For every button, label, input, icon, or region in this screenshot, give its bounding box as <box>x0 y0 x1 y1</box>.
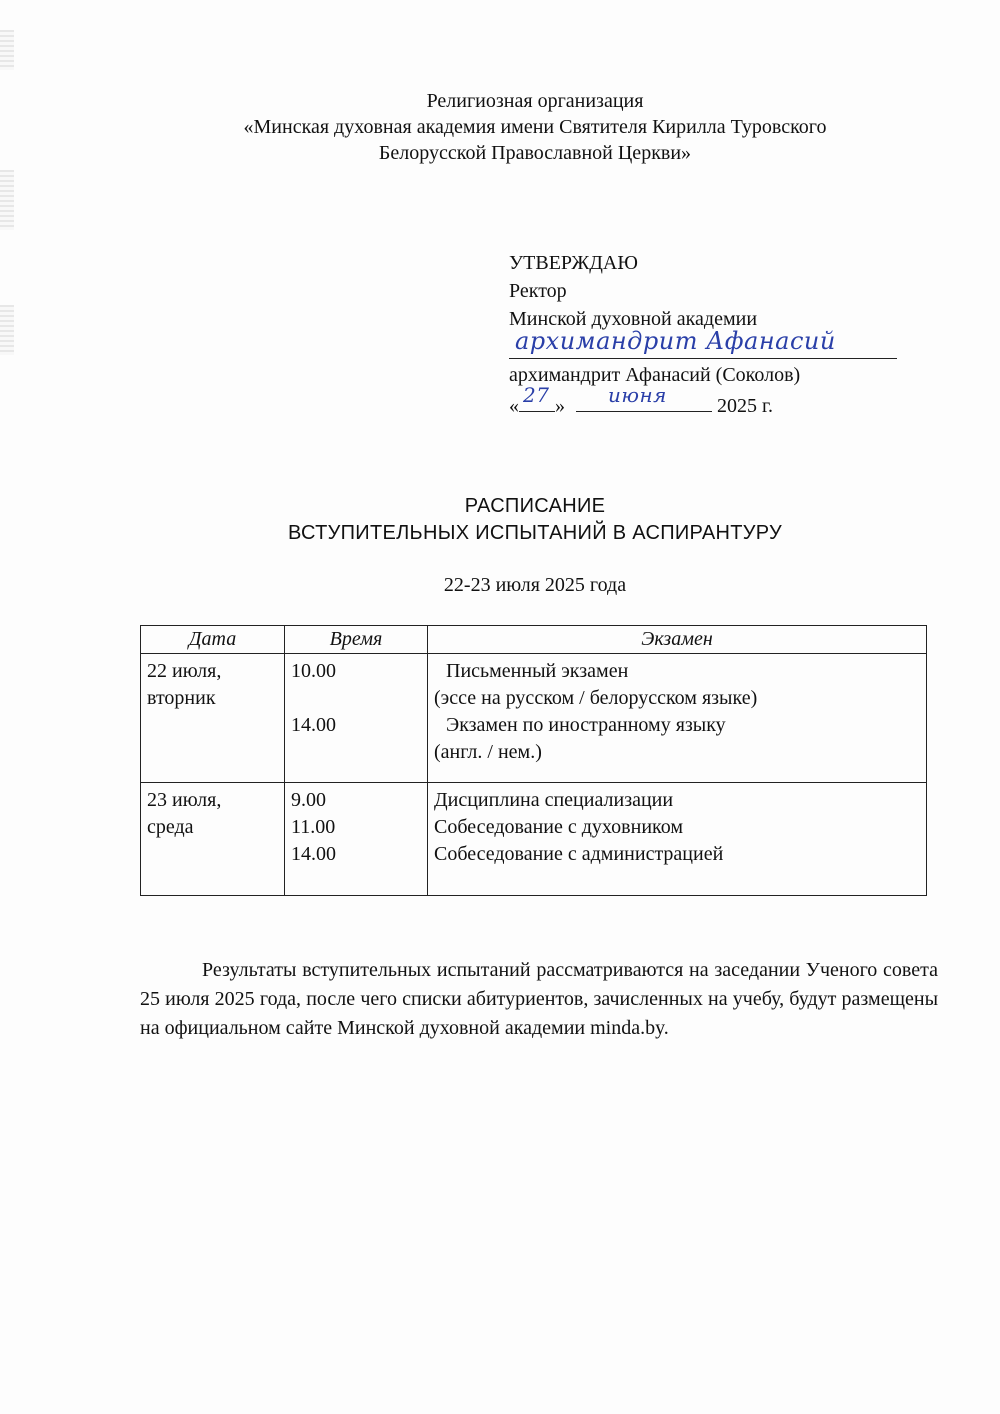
header-line: Белорусской Православной Церкви» <box>378 142 692 164</box>
approve-label: УТВЕРЖДАЮ <box>509 252 638 274</box>
exam-text: Собеседование с администрацией <box>434 843 724 865</box>
header-line: «Минская духовная академия имени Святителя Кирилла Туровского <box>243 116 827 138</box>
time-cell <box>285 783 428 896</box>
time-text: 11.00 <box>291 816 336 838</box>
time-text: 14.00 <box>291 843 336 865</box>
header-line: Религиозная организация <box>426 90 644 112</box>
exam-text: Дисциплина специализации <box>434 789 674 811</box>
quote-open: « <box>509 395 519 417</box>
results-paragraph: Результаты вступительных испытаний рассматриваются на заседании Ученого совета 25 июля 2025 года, после чего списки абитуриентов, зачисленных на учебу, будут размещены на официальном сайте Минской духовной академии minda.by. <box>140 959 938 1039</box>
exam-text: Собеседование с духовником <box>434 816 683 838</box>
exam-text: Письменный экзамен <box>446 660 629 682</box>
table-row <box>141 654 927 783</box>
time-cell <box>285 654 428 783</box>
quote-close: » <box>555 395 565 417</box>
exam-cell <box>428 783 927 896</box>
scan-artifact <box>0 170 14 230</box>
approval-block <box>509 249 909 420</box>
date-text: 23 июля, <box>147 789 222 811</box>
handwritten-month: июня <box>608 383 667 407</box>
exam-text: Экзамен по иностранному языку <box>446 714 726 736</box>
handwritten-day: 27 <box>523 383 550 407</box>
scan-artifact <box>0 305 14 355</box>
exam-note: (эссе на русском / белорусском языке) <box>434 687 758 709</box>
title-line: РАСПИСАНИЕ <box>464 495 606 517</box>
approver-name: архимандрит Афанасий (Соколов) <box>509 364 801 386</box>
date-cell <box>141 783 285 896</box>
date-year: 2025 г. <box>717 395 773 417</box>
scan-artifact <box>0 30 14 70</box>
date-cell <box>141 654 285 783</box>
column-header-time: Время <box>285 626 428 654</box>
approver-institution: Минской духовной академии <box>509 308 758 330</box>
time-text: 10.00 <box>291 660 336 682</box>
document-title <box>0 493 1000 547</box>
table-row <box>141 783 927 896</box>
date-day-field <box>519 383 555 412</box>
handwritten-signature: архимандрит Афанасий <box>515 327 836 355</box>
table-header-row <box>141 626 927 654</box>
approval-date <box>509 383 909 420</box>
organization-header <box>0 88 1000 166</box>
signature-rule <box>509 358 897 359</box>
schedule-table <box>140 625 927 896</box>
weekday-text: среда <box>147 816 194 838</box>
exam-cell <box>428 654 927 783</box>
title-line: ВСТУПИТЕЛЬНЫХ ИСПЫТАНИЙ В АСПИРАНТУРУ <box>288 522 782 544</box>
time-text: 14.00 <box>291 714 336 736</box>
time-text: 9.00 <box>291 789 326 811</box>
date-month-field <box>576 383 712 412</box>
column-header-date: Дата <box>141 626 285 654</box>
signature-line <box>509 327 897 361</box>
exam-note: (англ. / нем.) <box>434 741 542 763</box>
approver-position: Ректор <box>509 280 567 302</box>
date-text: 22 июля, <box>147 660 222 682</box>
exam-dates: 22-23 июля 2025 года <box>443 574 627 596</box>
column-header-exam: Экзамен <box>428 626 927 654</box>
weekday-text: вторник <box>147 687 216 709</box>
